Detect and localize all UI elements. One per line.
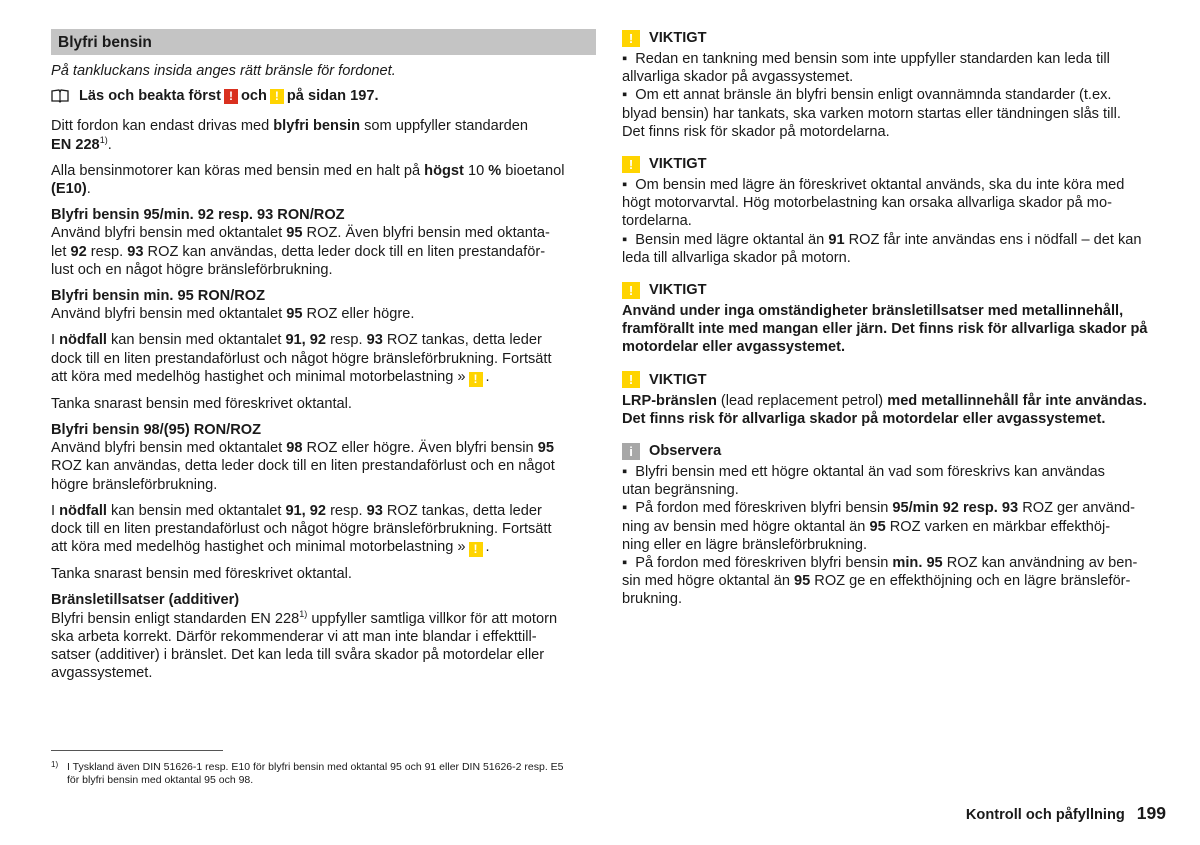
text-bold: 95 — [869, 518, 886, 535]
warning-note-1 — [622, 29, 1170, 141]
warning-note-3 — [622, 281, 1170, 357]
text-bold: med metallinnehåll får inte användas. — [887, 392, 1147, 409]
text: kan bensin med oktantalet — [106, 502, 286, 519]
text: Använd blyfri bensin med oktantalet — [51, 225, 287, 242]
text: att köra med medelhög hastighet och minimal motorbelastning » — [51, 539, 466, 556]
text: . — [86, 181, 91, 198]
right-column — [622, 29, 1170, 623]
text: I — [51, 502, 60, 519]
text: Använd blyfri bensin med oktantalet — [51, 440, 287, 457]
footnote-ref: 1) — [299, 608, 308, 619]
text-bold: min. 95 — [892, 555, 943, 572]
text: att köra med medelhög hastighet och minimal motorbelastning » — [51, 368, 466, 385]
subsection-98-95 — [51, 421, 596, 494]
text-bold: nödfall — [59, 502, 107, 519]
subsection-min-95 — [51, 287, 596, 323]
footnote-line: I Tyskland även DIN 51626-1 resp. E10 för blyfri bensin med oktantal 95 och 91 eller DIN 51626-2 resp. E5 — [67, 761, 564, 773]
text: . — [485, 539, 490, 556]
left-column — [51, 29, 596, 690]
info-icon: i — [622, 443, 640, 460]
text: let — [51, 243, 71, 260]
text: satser (additiver) i bränslet. Det kan leda till svåra skador på motordelar eller — [51, 647, 545, 664]
note-title: VIKTIGT — [649, 281, 707, 298]
note-header — [622, 281, 1170, 299]
text-bold: högst — [424, 162, 464, 179]
text: Använd blyfri bensin med oktantalet — [51, 306, 287, 323]
note-bullet — [622, 176, 1170, 231]
text: ROZ får inte användas ens i nödfall – det kan — [844, 231, 1142, 248]
text: Blyfri bensin med ett högre oktantal än vad som föreskrivs kan användas — [635, 464, 1105, 481]
text: ROZ varken en märkbar effekthöj- — [885, 518, 1111, 535]
text-bold: (E10) — [51, 181, 87, 198]
text: ska arbeta korrekt. Därför rekommenderar vi att man inte blandar i effekttill- — [51, 628, 537, 645]
section-title: Blyfri bensin — [51, 29, 596, 55]
text-bold: 93 — [366, 502, 383, 519]
caution-icon: ! — [270, 89, 284, 104]
text: ROZ eller högre. — [302, 306, 415, 323]
text-bold: LRP-bränslen — [622, 392, 717, 409]
text: avgassystemet. — [51, 665, 153, 682]
read-reference-suffix: på sidan 197. — [286, 88, 379, 105]
text: Använd under inga omständigheter bränsletillsatser med metallinnehåll, — [622, 303, 1124, 320]
book-icon — [51, 89, 69, 103]
text: Alla bensinmotorer kan köras med bensin med en halt på — [51, 162, 425, 179]
text: . — [107, 136, 112, 153]
note-bullet — [622, 463, 1170, 499]
caution-icon[interactable]: ! — [469, 542, 483, 557]
caution-icon: ! — [622, 282, 640, 299]
paragraph-refuel-1: Tanka snarast bensin med föreskrivet oktantal. — [51, 395, 352, 412]
paragraph-bioethanol — [51, 162, 596, 198]
info-note — [622, 442, 1170, 609]
paragraph-emergency-2 — [51, 502, 596, 557]
text-bold: 92 — [70, 243, 87, 260]
text: ROZ ge en effekthöjning och en lägre bränsleför- — [810, 573, 1131, 590]
subsection-additives — [51, 591, 596, 682]
text: kan bensin med oktantalet — [106, 332, 286, 349]
text: dock till en liten prestandaförlust och något högre bränsleförbrukning. Fortsätt — [51, 521, 552, 538]
text: tordelarna. — [622, 213, 692, 230]
note-body — [622, 392, 1170, 428]
text-bold: 98 — [286, 440, 303, 457]
warning-icon: ! — [224, 89, 238, 104]
subsection-heading: Blyfri bensin 98/(95) RON/ROZ — [51, 422, 262, 439]
note-body — [622, 302, 1170, 357]
text: På fordon med föreskriven blyfri bensin — [635, 555, 893, 572]
text: blyad bensin) har tankats, ska varken motorn startas eller tändningen slås till. — [622, 105, 1121, 122]
text: lust och en något högre bränsleförbrukning. — [51, 261, 333, 278]
note-header — [622, 29, 1170, 47]
text: leda till allvarliga skador på motorn. — [622, 249, 851, 266]
text-bold: 91, 92 — [285, 332, 327, 349]
text: ROZ kan användas, detta leder dock till en liten prestandaförlust och en något — [51, 458, 555, 475]
note-header — [622, 371, 1170, 389]
text: högre bränsleförbrukning. — [51, 476, 218, 493]
note-bullet — [622, 554, 1170, 609]
text: På fordon med föreskriven blyfri bensin — [635, 500, 893, 517]
subsection-heading: Blyfri bensin 95/min. 92 resp. 93 RON/ROZ — [51, 207, 345, 224]
footnote — [51, 761, 611, 787]
caution-icon: ! — [622, 156, 640, 173]
text: resp. — [326, 502, 367, 519]
read-reference-prefix: Läs och beakta först — [79, 88, 221, 105]
text: utan begränsning. — [622, 482, 739, 499]
text: ROZ tankas, detta leder — [382, 502, 542, 519]
text: ROZ tankas, detta leder — [382, 332, 542, 349]
note-title: Observera — [649, 442, 722, 459]
text-bold: 95 — [794, 573, 811, 590]
text: brukning. — [622, 591, 683, 608]
note-bullet — [622, 86, 1170, 141]
text-bold: % — [488, 162, 502, 179]
text: I — [51, 332, 60, 349]
text-bold: nödfall — [59, 332, 107, 349]
intro-text: På tankluckans insida anges rätt bränsle för fordonet. — [51, 63, 396, 79]
text: som uppfyller standarden — [360, 118, 528, 135]
text-bold: Det finns risk för allvarliga skador på motordelar eller avgassystemet. — [622, 410, 1106, 427]
page-footer — [966, 804, 1166, 824]
footnote-line: för blyfri bensin med oktantal 95 och 98. — [67, 774, 254, 786]
text: framförallt inte med mangan eller järn. Det finns risk för allvarliga skador på — [622, 321, 1148, 338]
text: ROZ ger använd- — [1018, 500, 1135, 517]
text: resp. — [86, 243, 128, 260]
text: allvarliga skador på avgassystemet. — [622, 69, 854, 86]
text: högt motorvarvtal. Hög motorbelastning kan orsaka allvarliga skador på mo- — [622, 195, 1112, 212]
text: resp. — [326, 332, 367, 349]
paragraph-refuel-2: Tanka snarast bensin med föreskrivet oktantal. — [51, 566, 352, 583]
subsection-95-min-92 — [51, 206, 596, 279]
note-header — [622, 442, 1170, 460]
text: Ditt fordon kan endast drivas med — [51, 118, 274, 135]
text: Redan en tankning med bensin som inte uppfyller standarden kan leda till — [635, 51, 1110, 67]
footnote-mark: 1) — [51, 760, 59, 769]
text: ROZ kan användning av ben- — [942, 555, 1138, 572]
caution-icon: ! — [622, 30, 640, 47]
footnote-divider — [51, 750, 223, 751]
caution-icon[interactable]: ! — [469, 372, 483, 387]
text: 10 — [463, 162, 489, 179]
text: ning eller en lägre bränsleförbrukning. — [622, 536, 868, 553]
chapter-title: Kontroll och påfyllning — [965, 807, 1125, 823]
warning-note-2 — [622, 155, 1170, 267]
text: ROZ kan användas, detta leder dock till en liten prestandaför- — [143, 243, 546, 260]
note-bullet — [622, 231, 1170, 267]
text: . — [485, 368, 490, 385]
warning-note-4 — [622, 371, 1170, 428]
note-header — [622, 155, 1170, 173]
text: motordelar eller avgassystemet. — [622, 339, 846, 356]
subsection-heading: Bränsletillsatser (additiver) — [51, 592, 240, 609]
text: ROZ. Även blyfri bensin med oktanta- — [302, 225, 550, 242]
text: bioetanol — [501, 162, 565, 179]
text: Blyfri bensin enligt standarden EN 228 — [51, 610, 300, 627]
text: (lead replacement petrol) — [716, 392, 888, 409]
text: sin med högre oktantal än — [622, 573, 794, 590]
text-bold: blyfri bensin — [273, 118, 361, 135]
text: uppfyller samtliga villkor för att motorn — [307, 610, 558, 627]
read-reference-mid: och — [240, 88, 267, 105]
paragraph-emergency-1 — [51, 331, 596, 386]
text: Om ett annat bränsle än blyfri bensin enligt ovannämnda standarder (t.ex. — [635, 87, 1112, 104]
text-bold: 91 — [828, 231, 845, 248]
note-title: VIKTIGT — [649, 371, 707, 388]
footnote-ref: 1) — [99, 134, 108, 145]
text: Om bensin med lägre än föreskrivet oktantal används, ska du inte köra med — [635, 177, 1125, 194]
text: ROZ eller högre. Även blyfri bensin — [302, 440, 538, 457]
subsection-heading: Blyfri bensin min. 95 RON/ROZ — [51, 288, 266, 305]
text-bold: EN 228 — [51, 136, 100, 153]
text-bold: 93 — [127, 243, 144, 260]
note-bullet — [622, 499, 1170, 554]
page-number: 199 — [1136, 803, 1166, 823]
text: dock till en liten prestandaförlust och något högre bränsleförbrukning. Fortsätt — [51, 350, 552, 367]
text: Bensin med lägre oktantal än — [635, 231, 829, 248]
note-title: VIKTIGT — [649, 29, 707, 46]
text-bold: 95 — [537, 440, 554, 457]
read-reference — [51, 87, 596, 105]
note-bullet — [622, 50, 1170, 86]
paragraph-fuel-standard — [51, 117, 596, 153]
text-bold: 95/min 92 resp. 93 — [892, 500, 1019, 517]
text-bold: 95 — [286, 225, 303, 242]
caution-icon: ! — [622, 371, 640, 388]
text: Det finns risk för skador på motordelarna. — [622, 123, 890, 140]
text-bold: 91, 92 — [285, 502, 327, 519]
text-bold: 93 — [366, 332, 383, 349]
text: ning av bensin med högre oktantal än — [622, 518, 870, 535]
text-bold: 95 — [286, 306, 303, 323]
note-title: VIKTIGT — [649, 155, 707, 172]
